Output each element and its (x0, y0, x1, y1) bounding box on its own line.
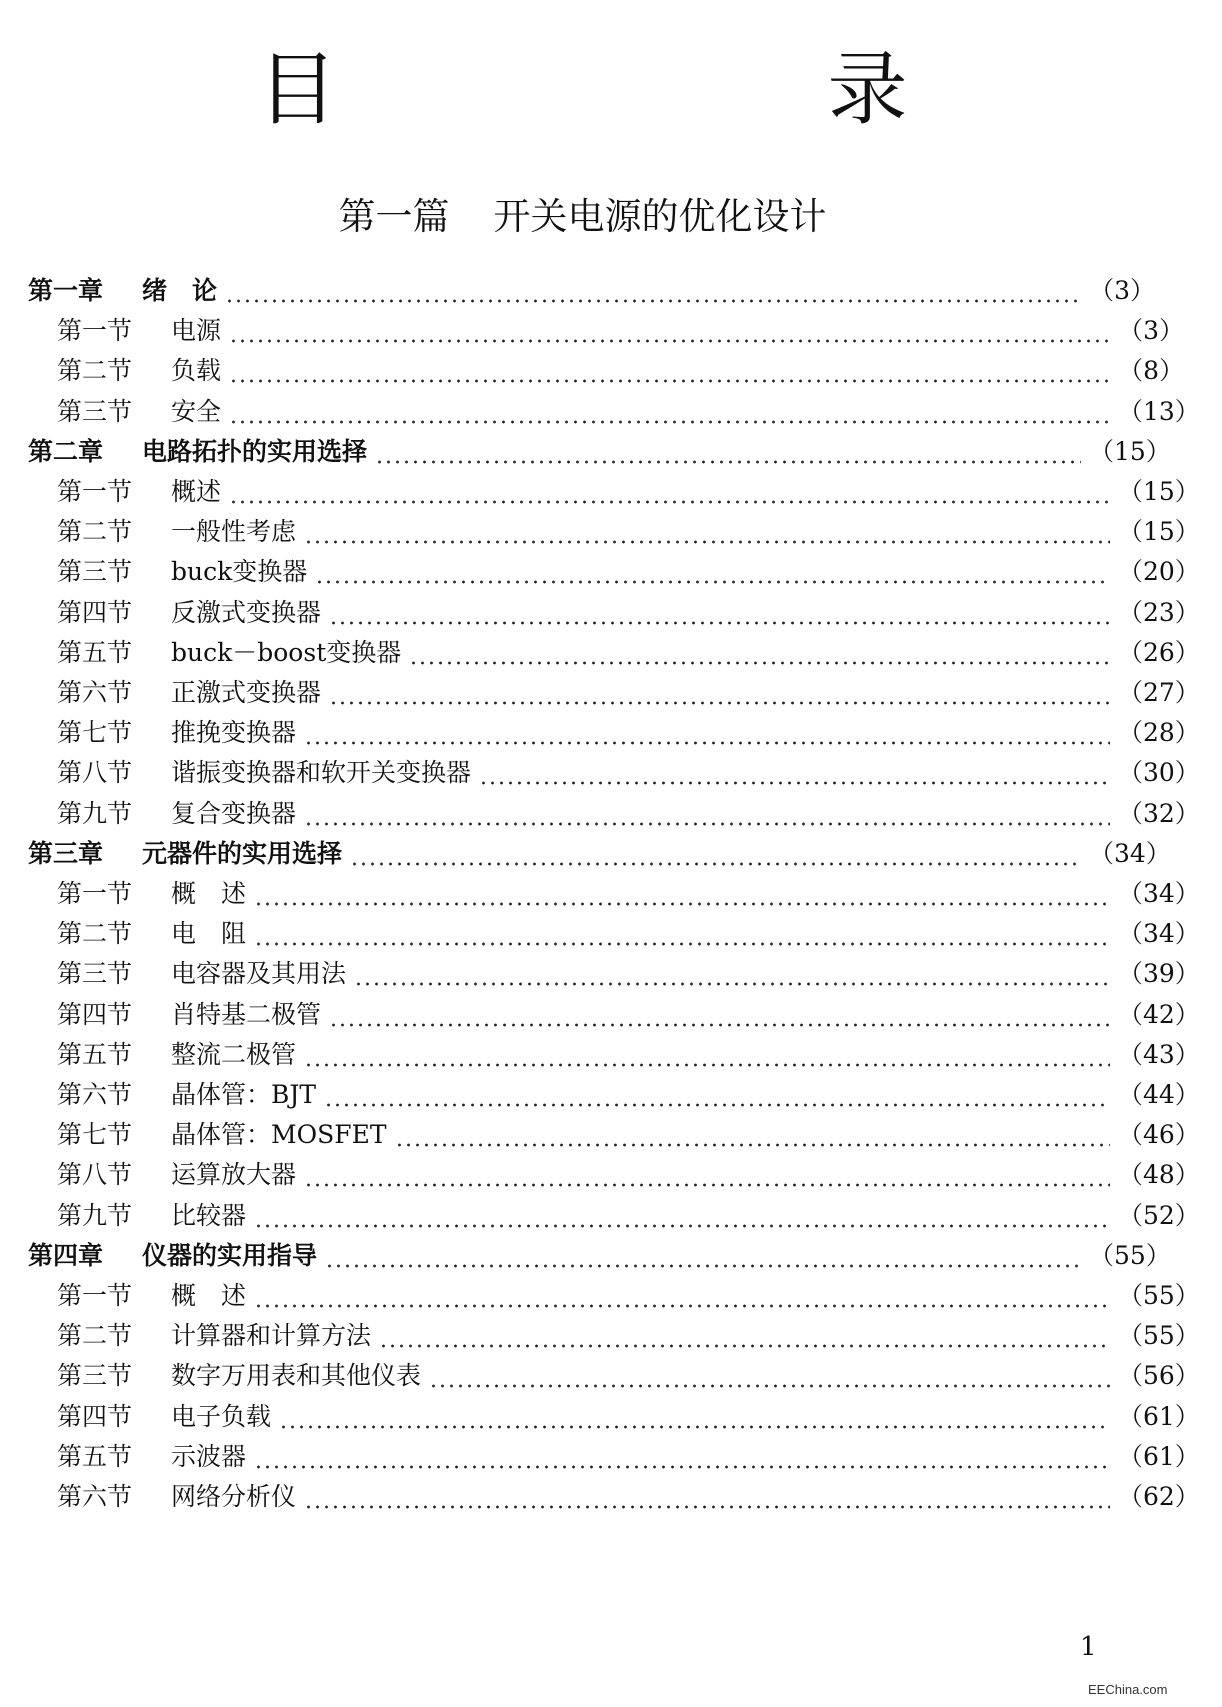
toc-entry-title: 晶体管：MOSFET (171, 1120, 387, 1149)
toc-entry-page: （39） (1118, 959, 1200, 988)
dot-leader (325, 1234, 1081, 1277)
dot-leader (329, 591, 1110, 634)
toc-entry-page: （43） (1118, 1040, 1200, 1069)
toc-entry-number: 第四节 (57, 1000, 133, 1029)
toc-section-entry (0, 1113, 1222, 1156)
toc-entry-number: 第六节 (57, 1482, 133, 1511)
dot-leader (229, 470, 1110, 513)
dot-leader (304, 510, 1110, 553)
toc-section-entry (0, 1073, 1222, 1116)
toc-entry-number: 第九节 (57, 1201, 133, 1230)
toc-entry-title: 电路拓扑的实用选择 (142, 437, 368, 466)
toc-entry-page: （62） (1118, 1482, 1200, 1511)
dot-leader (304, 1153, 1110, 1196)
dot-leader (375, 430, 1081, 473)
toc-entry-page: （44） (1118, 1080, 1200, 1109)
toc-entry-number: 第三节 (57, 397, 133, 426)
toc-section-entry (0, 751, 1222, 794)
toc-entry-title: 复合变换器 (171, 799, 297, 828)
toc-section-entry (0, 1274, 1222, 1317)
toc-section-entry (0, 912, 1222, 955)
toc-entry-title: 绪 论 (142, 276, 218, 305)
page-title: 目 录 (257, 43, 1018, 136)
dot-leader (304, 1033, 1110, 1076)
toc-entry-number: 第四章 (28, 1241, 104, 1270)
toc-entry-page: （26） (1118, 638, 1200, 667)
toc-entry-title: 正激式变换器 (171, 678, 322, 707)
toc-entry-title: 电源 (171, 316, 222, 345)
toc-entry-page: （34） (1118, 919, 1200, 948)
toc-entry-page: （34） (1089, 839, 1171, 868)
toc-section-entry (0, 591, 1222, 634)
toc-entry-number: 第三节 (57, 557, 133, 586)
page-number: 1 (1080, 1632, 1097, 1662)
dot-leader (229, 309, 1110, 352)
dot-leader (315, 550, 1110, 593)
toc-entry-title: 概 述 (171, 1281, 247, 1310)
toc-entry-number: 第一节 (57, 879, 133, 908)
toc-entry-page: （42） (1118, 1000, 1200, 1029)
toc-entry-page: （55） (1089, 1241, 1171, 1270)
toc-entry-number: 第二节 (57, 517, 133, 546)
toc-entry-page: （20） (1118, 557, 1200, 586)
toc-entry-number: 第三章 (28, 839, 104, 868)
toc-entry-number: 第三节 (57, 1361, 133, 1390)
toc-section-entry (0, 711, 1222, 754)
toc-entry-number: 第一章 (28, 276, 104, 305)
toc-entry-page: （28） (1118, 718, 1200, 747)
dot-leader (429, 1354, 1110, 1397)
toc-entry-page: （3） (1118, 316, 1184, 345)
toc-entry-title: 晶体管：BJT (171, 1080, 317, 1109)
dot-leader (350, 832, 1081, 875)
toc-entry-title: 电容器及其用法 (171, 959, 347, 988)
dot-leader (395, 1113, 1111, 1156)
toc-entry-title: 肖特基二极管 (171, 1000, 322, 1029)
toc-section-entry (0, 1033, 1222, 1076)
toc-entry-title: 谐振变换器和软开关变换器 (171, 758, 472, 787)
toc-entry-number: 第二节 (57, 356, 133, 385)
toc-entry-title: 概述 (171, 477, 222, 506)
toc-section-entry (0, 1395, 1222, 1438)
part-heading (0, 192, 1165, 242)
dot-leader (479, 751, 1110, 794)
toc-chapter-entry (0, 430, 1193, 473)
toc-entry-number: 第八节 (57, 758, 133, 787)
dot-leader (324, 1073, 1110, 1116)
dot-leader (229, 349, 1110, 392)
dot-leader (254, 1435, 1110, 1478)
toc-entry-number: 第六节 (57, 678, 133, 707)
toc-section-entry (0, 792, 1222, 835)
toc-entry-page: （61） (1118, 1442, 1200, 1471)
toc-section-entry (0, 550, 1222, 593)
toc-entry-page: （27） (1118, 678, 1200, 707)
toc-entry-title: 负载 (171, 356, 222, 385)
toc-entry-title: buck变换器 (171, 557, 308, 586)
toc-entry-title: 反激式变换器 (171, 598, 322, 627)
toc-section-entry (0, 1435, 1222, 1478)
toc-entry-title: 电 阻 (171, 919, 247, 948)
toc-entry-title: 网络分析仪 (171, 1482, 297, 1511)
toc-section-entry (0, 671, 1222, 714)
toc-entry-page: （3） (1089, 276, 1155, 305)
dot-leader (229, 390, 1110, 433)
toc-entry-page: （61） (1118, 1402, 1200, 1431)
toc-entry-page: （34） (1118, 879, 1200, 908)
toc-chapter-entry (0, 832, 1193, 875)
dot-leader (254, 1274, 1110, 1317)
toc-entry-number: 第五节 (57, 1040, 133, 1069)
toc-section-entry (0, 872, 1222, 915)
toc-entry-title: 比较器 (171, 1201, 247, 1230)
toc-section-entry (0, 390, 1222, 433)
toc-entry-title: 计算器和计算方法 (171, 1321, 372, 1350)
toc-entry-title: 概 述 (171, 879, 247, 908)
toc-entry-title: 元器件的实用选择 (142, 839, 343, 868)
toc-entry-page: （15） (1089, 437, 1171, 466)
toc-entry-title: 示波器 (171, 1442, 247, 1471)
toc-entry-title: 仪器的实用指导 (142, 1241, 318, 1270)
dot-leader (254, 912, 1110, 955)
toc-entry-title: 运算放大器 (171, 1160, 297, 1189)
toc-entry-page: （52） (1118, 1201, 1200, 1230)
toc-entry-page: （30） (1118, 758, 1200, 787)
toc-entry-number: 第二章 (28, 437, 104, 466)
toc-section-entry (0, 1475, 1222, 1518)
toc-section-entry (0, 1354, 1222, 1397)
toc-entry-title: 整流二极管 (171, 1040, 297, 1069)
toc-entry-title: buck－boost变换器 (171, 638, 402, 667)
toc-entry-number: 第五节 (57, 638, 133, 667)
toc-entry-number: 第一节 (57, 477, 133, 506)
toc-entry-number: 第五节 (57, 1442, 133, 1471)
toc-entry-page: （55） (1118, 1281, 1200, 1310)
toc-entry-number: 第一节 (57, 316, 133, 345)
toc-entry-number: 第七节 (57, 1120, 133, 1149)
dot-leader (254, 872, 1110, 915)
dot-leader (379, 1314, 1110, 1357)
toc-section-entry (0, 349, 1222, 392)
watermark: EEChina.com (1088, 1682, 1168, 1697)
toc-entry-number: 第六节 (57, 1080, 133, 1109)
toc-section-entry (0, 952, 1222, 995)
toc-entry-number: 第八节 (57, 1160, 133, 1189)
toc-section-entry (0, 1153, 1222, 1196)
dot-leader (304, 792, 1110, 835)
toc-entry-page: （8） (1118, 356, 1184, 385)
dot-leader (304, 1475, 1110, 1518)
toc-entry-number: 第九节 (57, 799, 133, 828)
toc-entry-number: 第三节 (57, 959, 133, 988)
dot-leader (354, 952, 1110, 995)
toc-entry-page: （48） (1118, 1160, 1200, 1189)
dot-leader (304, 711, 1110, 754)
toc-entry-title: 一般性考虑 (171, 517, 297, 546)
toc-entry-page: （55） (1118, 1321, 1200, 1350)
toc-entry-page: （32） (1118, 799, 1200, 828)
toc-entry-page: （23） (1118, 598, 1200, 627)
dot-leader (409, 631, 1110, 674)
toc-entry-page: （13） (1118, 397, 1200, 426)
toc-section-entry (0, 470, 1222, 513)
toc-entry-number: 第四节 (57, 1402, 133, 1431)
toc-section-entry (0, 631, 1222, 674)
toc-section-entry (0, 309, 1222, 352)
part-title: 开关电源的优化设计 (493, 195, 827, 238)
dot-leader (254, 1194, 1110, 1237)
toc-section-entry (0, 1314, 1222, 1357)
dot-leader (329, 671, 1110, 714)
dot-leader (279, 1395, 1110, 1438)
toc-entry-page: （46） (1118, 1120, 1200, 1149)
toc-entry-number: 第二节 (57, 1321, 133, 1350)
toc-entry-page: （56） (1118, 1361, 1200, 1390)
toc-entry-number: 第一节 (57, 1281, 133, 1310)
toc-entry-title: 安全 (171, 397, 222, 426)
part-label: 第一篇 (338, 195, 450, 238)
toc-entry-number: 第二节 (57, 919, 133, 948)
toc-chapter-entry (0, 269, 1193, 312)
toc-chapter-entry (0, 1234, 1193, 1277)
dot-leader (225, 269, 1081, 312)
toc-entry-page: （15） (1118, 517, 1200, 546)
toc-entry-title: 电子负载 (171, 1402, 272, 1431)
toc-section-entry (0, 993, 1222, 1036)
toc-entry-title: 推挽变换器 (171, 718, 297, 747)
toc-section-entry (0, 1194, 1222, 1237)
toc-entry-number: 第七节 (57, 718, 133, 747)
toc-section-entry (0, 510, 1222, 553)
toc-entry-number: 第四节 (57, 598, 133, 627)
toc-entry-title: 数字万用表和其他仪表 (171, 1361, 422, 1390)
dot-leader (329, 993, 1110, 1036)
toc-entry-page: （15） (1118, 477, 1200, 506)
